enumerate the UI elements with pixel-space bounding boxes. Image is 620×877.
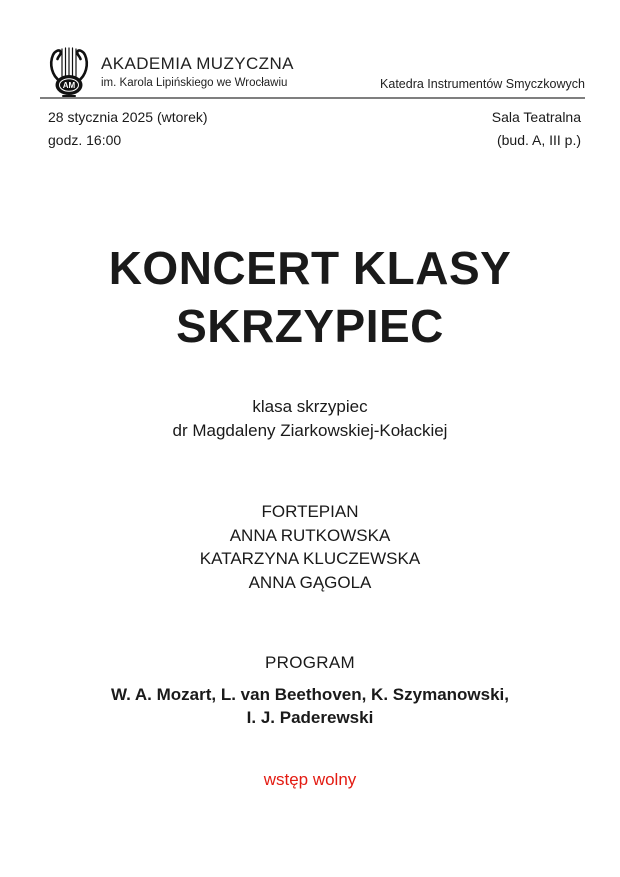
admission-text: wstęp wolny: [263, 770, 357, 789]
concert-title-line2: SKRZYPIEC: [176, 300, 444, 352]
academy-subtitle: im. Karola Lipińskiego we Wrocławiu: [101, 77, 288, 89]
program-composers: [0, 683, 620, 729]
header-divider: [40, 97, 585, 99]
event-venue: Sala Teatralna: [491, 109, 581, 125]
performers-block: [0, 500, 620, 594]
academy-name-block: [101, 54, 294, 89]
event-venue-block: [492, 106, 581, 152]
program-label: PROGRAM: [265, 653, 355, 672]
event-date-block: [48, 106, 208, 152]
logo-monogram: AM: [62, 81, 76, 90]
class-info-line2: dr Magdaleny Ziarkowskiej-Kołackiej: [172, 421, 448, 440]
class-info-line1: klasa skrzypiec: [252, 397, 368, 416]
concert-title-line1: KONCERT KLASY: [108, 242, 512, 294]
event-time: godz. 16:00: [48, 132, 122, 148]
performers-role: FORTEPIAN: [261, 502, 359, 521]
academy-name: AKADEMIA MUZYCZNA: [101, 54, 294, 73]
lyre-logo-icon: [47, 45, 91, 97]
performer-name: ANNA GĄGOLA: [248, 572, 372, 592]
program-composers-line2: I. J. Paderewski: [246, 708, 374, 727]
performer-name: ANNA RUTKOWSKA: [229, 525, 391, 545]
concert-title: [0, 239, 620, 355]
event-venue-detail: (bud. A, III p.): [496, 132, 581, 148]
event-date: 28 stycznia 2025 (wtorek): [48, 109, 208, 125]
department-name: Katedra Instrumentów Smyczkowych: [380, 77, 585, 91]
performer-name: KATARZYNA KLUCZEWSKA: [199, 549, 421, 568]
program-composers-line1: W. A. Mozart, L. van Beethoven, K. Szymanowski,: [110, 685, 509, 704]
class-info: [0, 395, 620, 443]
